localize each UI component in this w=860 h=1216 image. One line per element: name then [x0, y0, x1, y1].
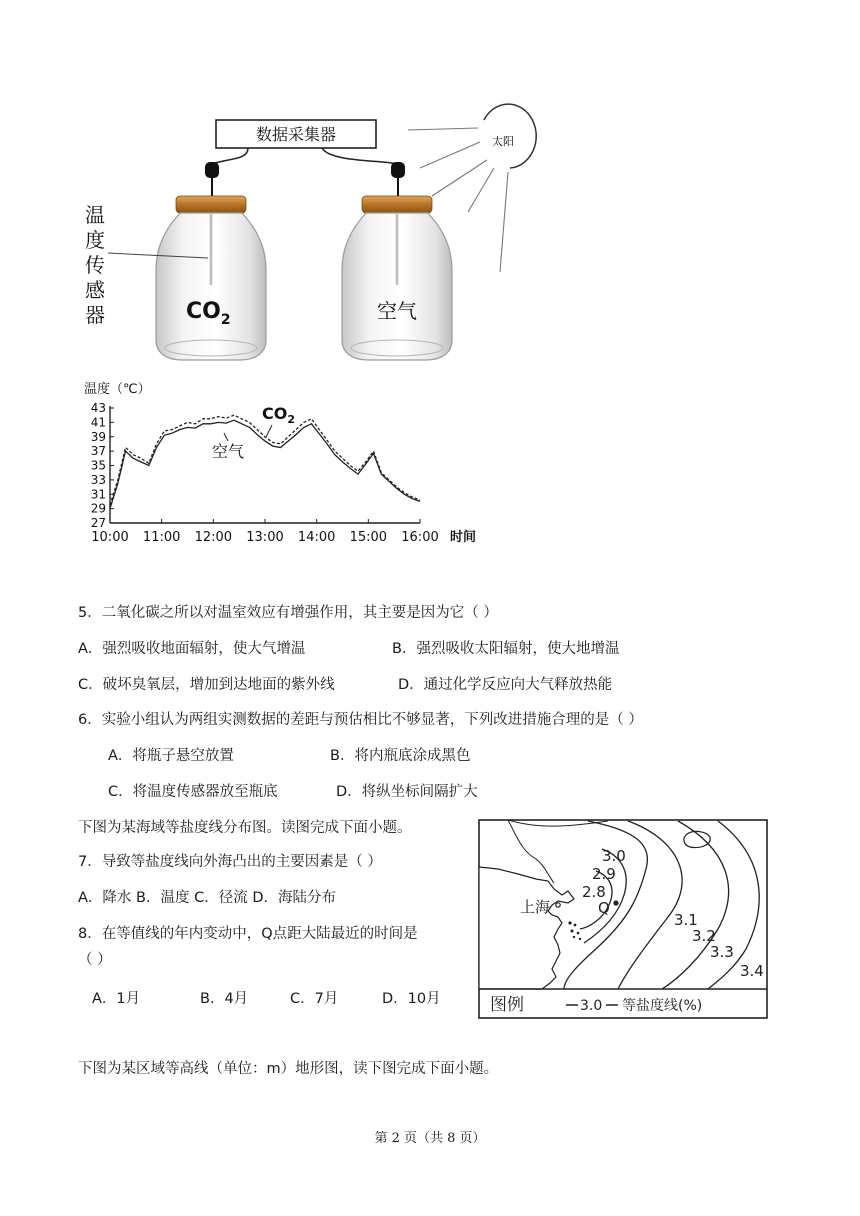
q7-stem: 7．导致等盐度线向外海凸出的主要因素是（ ）	[78, 854, 382, 870]
salinity-intro: 下图为某海域等盐度线分布图。读图完成下面小题。	[78, 820, 412, 836]
isoline-label-3-3: 3.3	[710, 943, 734, 961]
legend-text: 等盐度线(%)	[622, 998, 703, 1014]
salinity-map	[478, 819, 768, 1019]
air-jar-label: 空气	[377, 299, 417, 323]
q5-option-c[interactable]: C．破坏臭氧层，增加到达地面的紫外线	[78, 677, 335, 693]
x-tick-label: 12:00	[194, 530, 233, 545]
q8-option-b[interactable]: B．4月	[200, 991, 249, 1007]
point-q-marker	[613, 900, 618, 905]
x-tick-label: 16:00	[401, 530, 439, 545]
contour-intro: 下图为某区域等高线（单位：m）地形图，读下图完成下面小题。	[78, 1061, 499, 1077]
point-q-label: Q	[598, 899, 610, 917]
experiment-illustration	[0, 0, 860, 375]
series-label-air: 空气	[212, 442, 245, 461]
series-line-2	[110, 420, 420, 508]
series-line-1	[110, 415, 420, 505]
x-tick-label: 13:00	[246, 530, 284, 545]
y-tick-label: 43	[90, 401, 106, 415]
q7-options[interactable]: A．降水 B．温度 C．径流 D．海陆分布	[78, 890, 336, 906]
legend-sample: 3.0	[580, 998, 603, 1014]
q6-stem: 6．实验小组认为两组实测数据的差距与预估相比不够显著，下列改进措施合理的是（ ）	[78, 712, 643, 728]
q8-option-c[interactable]: C．7月	[290, 991, 339, 1007]
air-leader-line	[224, 433, 228, 441]
city-label: 上海	[520, 898, 551, 916]
co2-jar	[156, 162, 266, 360]
x-tick-label: 11:00	[142, 530, 181, 545]
y-tick-label: 31	[90, 487, 106, 502]
q6-option-c[interactable]: C．将温度传感器放至瓶底	[108, 784, 278, 800]
x-tick-label: 15:00	[349, 530, 388, 545]
legend-title: 图例	[490, 995, 524, 1015]
y-tick-label: 33	[90, 472, 106, 487]
isoline-label-3-2: 3.2	[692, 927, 716, 945]
q5-option-a[interactable]: A．强烈吸收地面辐射，使大气增温	[78, 641, 306, 657]
sensor-char-3: 传	[85, 253, 105, 277]
temperature-chart	[70, 375, 490, 550]
map-legend	[490, 995, 702, 1015]
isoline-label-3-1: 3.1	[674, 911, 698, 929]
y-tick-label: 27	[90, 516, 106, 530]
chart-x-label: 时间	[450, 530, 477, 545]
x-tick-label: 10:00	[91, 530, 129, 545]
q8-option-a[interactable]: A．1月	[92, 991, 141, 1007]
x-tick-label: 14:00	[297, 530, 336, 545]
sensor-label	[85, 203, 105, 327]
left-wire	[212, 148, 248, 164]
q5-stem: 5．二氧化碳之所以对温室效应有增强作用，其主要是因为它（ ）	[78, 605, 498, 621]
y-tick-label: 39	[90, 429, 106, 444]
q5-option-d[interactable]: D．通过化学反应向大气释放热能	[398, 677, 613, 693]
co2-leader-line	[266, 425, 272, 437]
q6-option-b[interactable]: B．将内瓶底涂成黑色	[330, 748, 471, 764]
series-label-co2: $CO_2$	[262, 404, 295, 426]
q6-option-d[interactable]: D．将纵坐标间隔扩大	[336, 784, 478, 800]
sun	[484, 104, 536, 168]
sun-label: 太阳	[492, 135, 514, 148]
isoline-label-3-4: 3.4	[740, 962, 764, 980]
sensor-char-1: 温	[85, 203, 105, 227]
y-tick-label: 37	[90, 444, 106, 459]
sensor-char-5: 器	[85, 303, 105, 327]
y-tick-label: 29	[90, 501, 106, 516]
q8-option-d[interactable]: D．10月	[382, 991, 441, 1007]
data-collector-box	[216, 120, 376, 148]
sensor-char-4: 感	[85, 278, 105, 302]
air-jar	[342, 162, 452, 360]
q5-option-b[interactable]: B．强烈吸收太阳辐射，使大地增温	[392, 641, 620, 657]
chart-y-label: 温度（℃）	[84, 382, 151, 397]
sensor-char-2: 度	[85, 228, 105, 252]
q8-stem: 8．在等值线的年内变动中，Q点距大陆最近的时间是	[78, 926, 418, 942]
q8-paren: （ ）	[78, 952, 112, 968]
isoline-label-2-8: 2.8	[582, 883, 606, 901]
collector-label: 数据采集器	[255, 125, 337, 144]
y-tick-label: 41	[90, 415, 106, 430]
page-footer: 第 2 页（共 8 页）	[374, 1131, 486, 1146]
right-wire	[322, 148, 398, 164]
isoline-label-2-9: 2.9	[592, 865, 616, 883]
isoline-label-3-0: 3.0	[602, 847, 626, 865]
co2-jar-label: $CO_2$	[186, 299, 231, 328]
y-tick-label: 35	[90, 458, 106, 473]
q6-option-a[interactable]: A．将瓶子悬空放置	[108, 748, 234, 764]
